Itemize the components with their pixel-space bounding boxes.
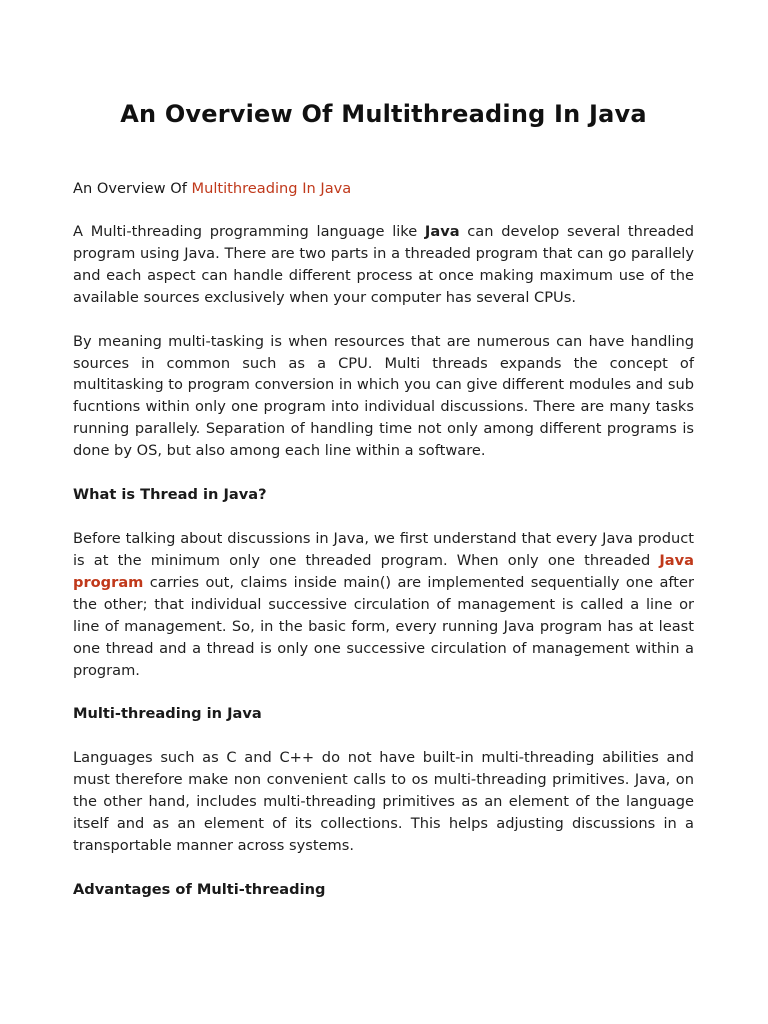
paragraph-languages: Languages such as C and C++ do not have built-in multi-threading abilities and must therefore make non convenient calls to os multi-threading primitives. Java, on the other hand, includes multi-threading primitives as an element of the language itself and as an element of its collections. This helps adjusting discussions in a transportable manner across systems. [73,749,694,855]
subheading [73,178,694,200]
paragraph-thread [73,528,694,681]
java-program-link[interactable]: Java program [73,551,694,591]
paragraph-thread-text-start: Before talking about discussions in Java, we first understand that every Java product is at the minimum only one threaded program. When only one threaded [73,530,694,569]
section-heading-what-is-thread: What is Thread in Java? [73,486,267,504]
subheading-prefix: An Overview Of [73,180,192,197]
paragraph-intro-text-start: A Multi-threading programming language like [73,223,425,240]
section-heading-advantages: Advantages of Multi-threading [73,880,326,898]
paragraph-intro [73,221,694,309]
document-body [73,178,694,923]
page-title: An Overview Of Multithreading In Java [120,100,647,128]
paragraph-thread-text-end: carries out, claims inside main() are implemented sequentially one after the other; that individual successive circulation of management is called a line or line of management. So, in the basic form, every running Java program has at least one thread and a thread is only one successive circulation of management within a program. [73,573,694,679]
paragraph-multitasking: By meaning multi-tasking is when resources that are numerous can have handling sources in common such as a CPU. Multi threads expands the concept of multitasking to program conversion in which you can give different modules and sub fucntions within only one program into individual discussions. There are many tasks running parallely. Separation of handling time not only among different programs is done by OS, but also among each line within a software. [73,332,694,460]
subheading-highlight-link[interactable]: Multithreading In Java [191,180,352,197]
section-heading-multithreading: Multi-threading in Java [73,705,262,723]
java-keyword: Java [424,223,460,240]
paragraph-intro-text-end: can develop several threaded program using Java. There are two parts in a threaded program that can go parallely and each aspect can handle different process at once making maximum use of the available sources exclusively when your computer has several CPUs. [73,223,694,306]
